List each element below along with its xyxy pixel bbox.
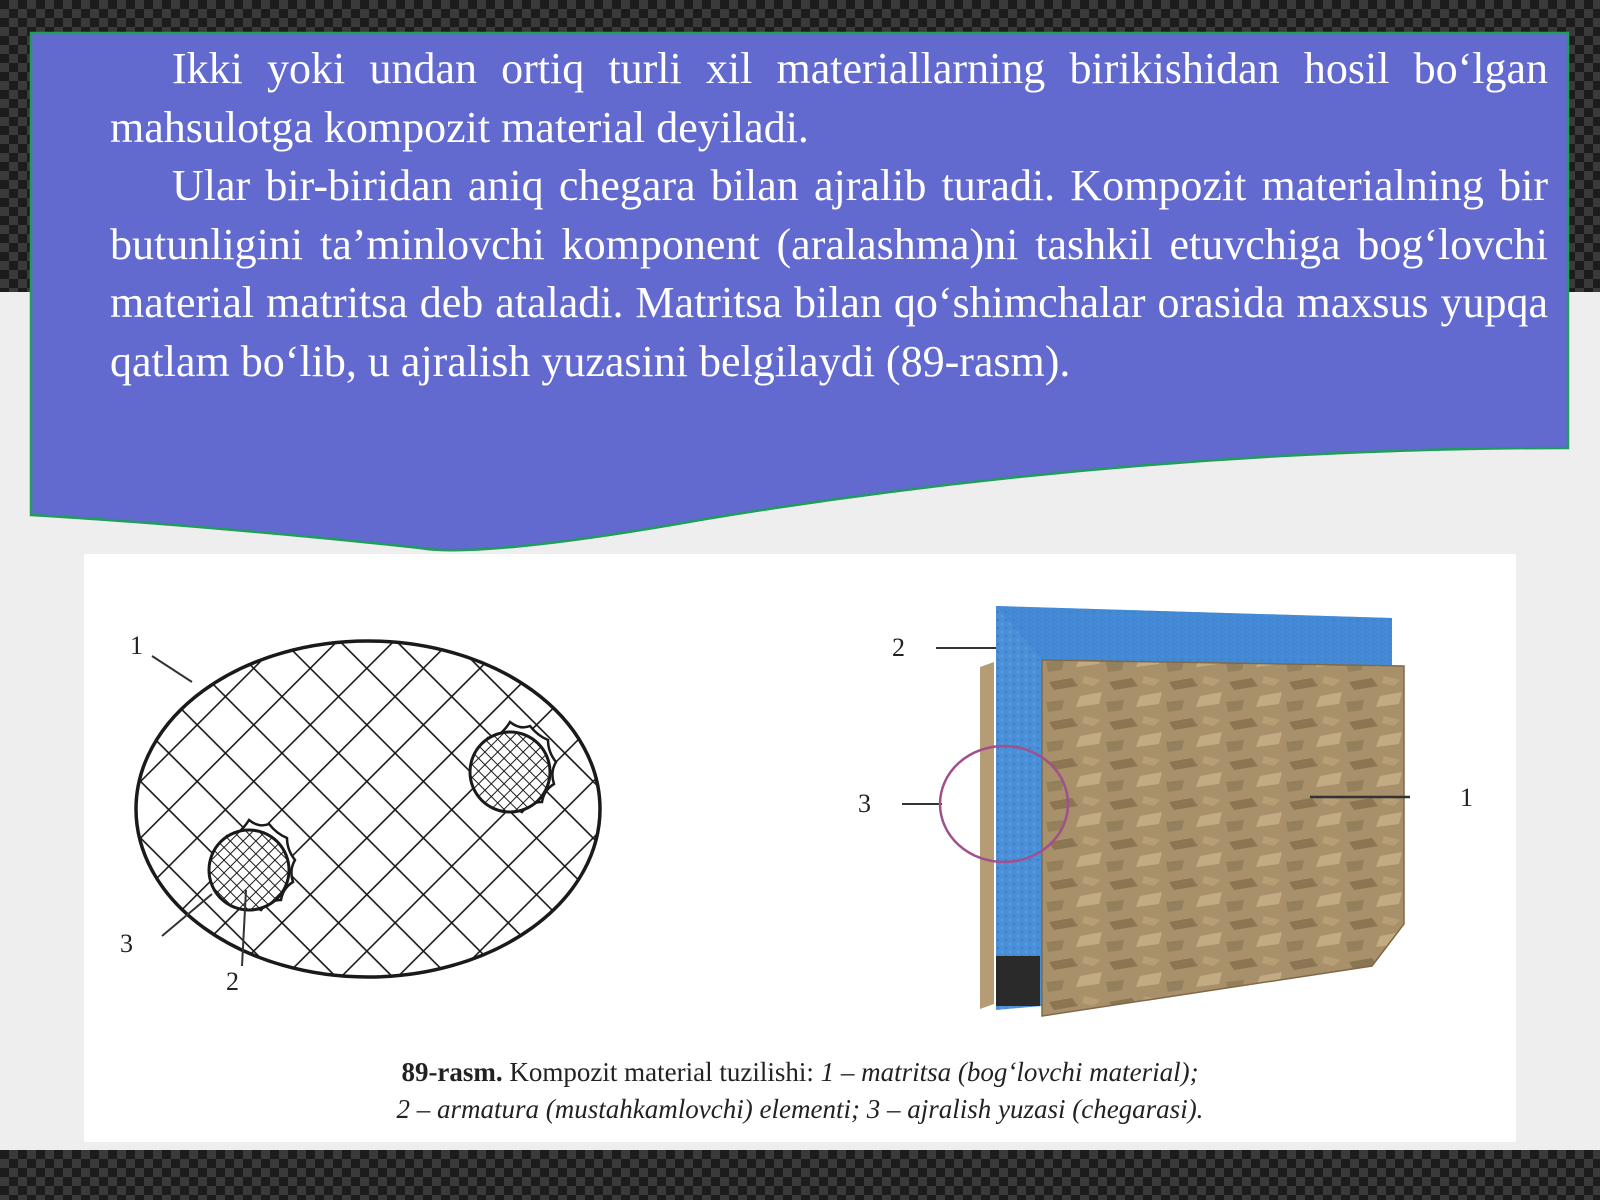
figure-caption [84,1054,1516,1128]
left-label-2: 2 [226,967,239,996]
left-label-1: 1 [130,631,143,660]
figure-panel [84,554,1516,1142]
caption-figure-number: 89-rasm. [401,1057,503,1087]
right-label-3: 3 [858,789,871,818]
main-text [110,40,1548,391]
paragraph-matrix: Ular bir-biridan aniq chegara bilan ajralib turadi. Kompozit materialning bir butunligini ta’minlovchi komponent (aralashma)ni tashkil etuvchiga bog‘lovchi material matritsa deb ataladi. Matritsa bilan qo‘shimchalar orasida maxsus yupqa qatlam bo‘lib, u ajralish yuzasini belgilaydi (89-rasm). [110,161,1548,386]
paragraph-definition: Ikki yoki undan ortiq turli xil materiallarning birikishidan hosil bo‘lgan mahsulotga kompozit material deyiladi. [110,44,1548,152]
osb-board [1042,660,1404,1016]
right-label-1: 1 [1460,783,1473,812]
left-label-3: 3 [120,929,133,958]
left-diagram [84,554,684,1054]
caption-item-1: 1 – matritsa (bog‘lovchi material); [820,1057,1199,1087]
carbon-fiber-background-bottom [0,1150,1600,1200]
right-label-2: 2 [892,633,905,662]
right-diagram [858,606,1473,1016]
caption-title: Kompozit material tuzilishi: [502,1057,821,1087]
caption-items-2-3: 2 – armatura (mustahkamlovchi) elementi; 3 – ajralish yuzasi (chegarasi). [396,1094,1204,1124]
composite-structure-figure [84,554,1516,1054]
